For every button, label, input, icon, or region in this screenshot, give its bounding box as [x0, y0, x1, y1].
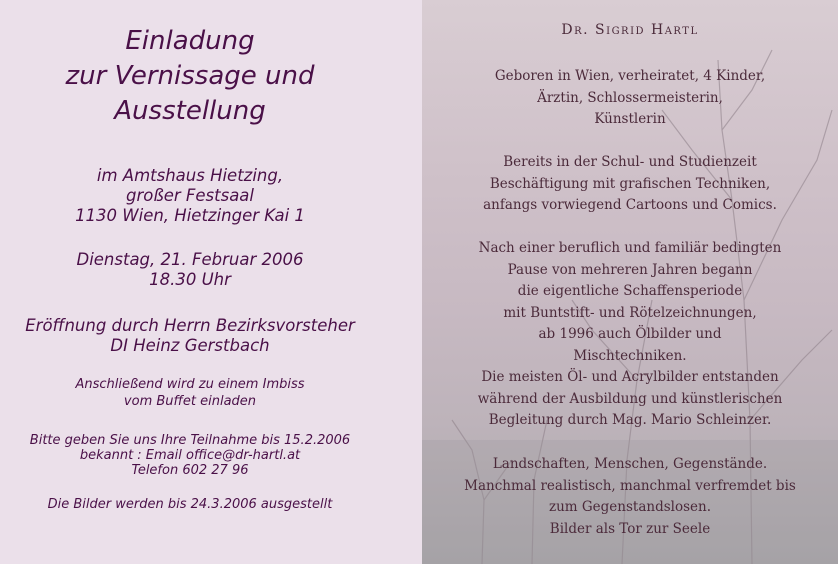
title-line: Einladung [125, 26, 255, 56]
bio-line: Manchmal realistisch, manchmal verfremdet bis [464, 477, 796, 494]
buffet-line: vom Buffet einladen [123, 394, 257, 409]
bio-line: ab 1996 auch Ölbilder und [538, 326, 722, 342]
invitation-title [0, 24, 380, 129]
bio-line: Bereits in der Schul- und Studienzeit [503, 154, 757, 170]
location-line: 1130 Wien, Hietzinger Kai 1 [75, 206, 305, 225]
bio-paragraph [422, 238, 838, 432]
buffet-note [0, 376, 380, 410]
bio-line: während der Ausbildung und künstlerischen [477, 390, 783, 407]
bio-panel [422, 0, 838, 564]
exhibition-note: Die Bilder werden bis 24.3.2006 ausgestellt [47, 497, 333, 512]
bio-paragraph [422, 454, 838, 540]
bio-line: anfangs vorwiegend Cartoons und Comics. [483, 197, 777, 213]
bio-line: mit Buntstift- und Rötelzeichnungen, [503, 304, 757, 321]
title-line: Ausstellung [114, 96, 266, 126]
bio-paragraph [422, 66, 838, 131]
bio-line: Die meisten Öl- und Acrylbilder entstanden [481, 369, 779, 385]
bio-paragraph [422, 152, 838, 217]
buffet-line: Anschließend wird zu einem Imbiss [75, 377, 305, 392]
opening-line: DI Heinz Gerstbach [110, 336, 270, 355]
bio-line: Ärztin, Schlossermeisterin, [537, 89, 723, 106]
rsvp-line: bekannt : Email office@dr-hartl.at [79, 448, 301, 463]
event-location [0, 166, 380, 226]
opening-line: Eröffnung durch Herrn Bezirksvorsteher [25, 316, 355, 335]
bio-line: Geboren in Wien, verheiratet, 4 Kinder, [494, 68, 766, 84]
event-opening [0, 316, 380, 356]
rsvp-line: Telefon 602 27 96 [131, 463, 249, 478]
bio-line: Mischtechniken. [573, 347, 687, 364]
bio-line: zum Gegenstandslosen. [548, 499, 711, 515]
bio-line: Beschäftigung mit grafischen Techniken, [489, 175, 771, 192]
location-line: im Amtshaus Hietzing, [96, 166, 284, 185]
rsvp-note [0, 433, 380, 478]
bio-line: Nach einer beruflich und familiär bedingten [478, 240, 782, 256]
bio-line: Begleitung durch Mag. Mario Schleinzer. [488, 412, 772, 428]
title-line: zur Vernissage und [65, 61, 315, 91]
bio-line: Landschaften, Menschen, Gegenstände. [492, 456, 768, 472]
location-line: großer Festsaal [125, 186, 255, 205]
bio-line: Pause von mehreren Jahren begann [507, 261, 753, 278]
rsvp-line: Bitte geben Sie uns Ihre Teilnahme bis 15.2.2006 [29, 433, 351, 448]
event-date: Dienstag, 21. Februar 2006 [76, 250, 304, 269]
bio-line: die eigentliche Schaffensperiode [517, 283, 743, 299]
event-time: 18.30 Uhr [149, 270, 231, 289]
artist-name: Dr. Sigrid Hartl [561, 22, 699, 38]
event-datetime [0, 250, 380, 290]
bio-line: Bilder als Tor zur Seele [549, 520, 711, 537]
bio-line: Künstlerin [594, 111, 666, 127]
